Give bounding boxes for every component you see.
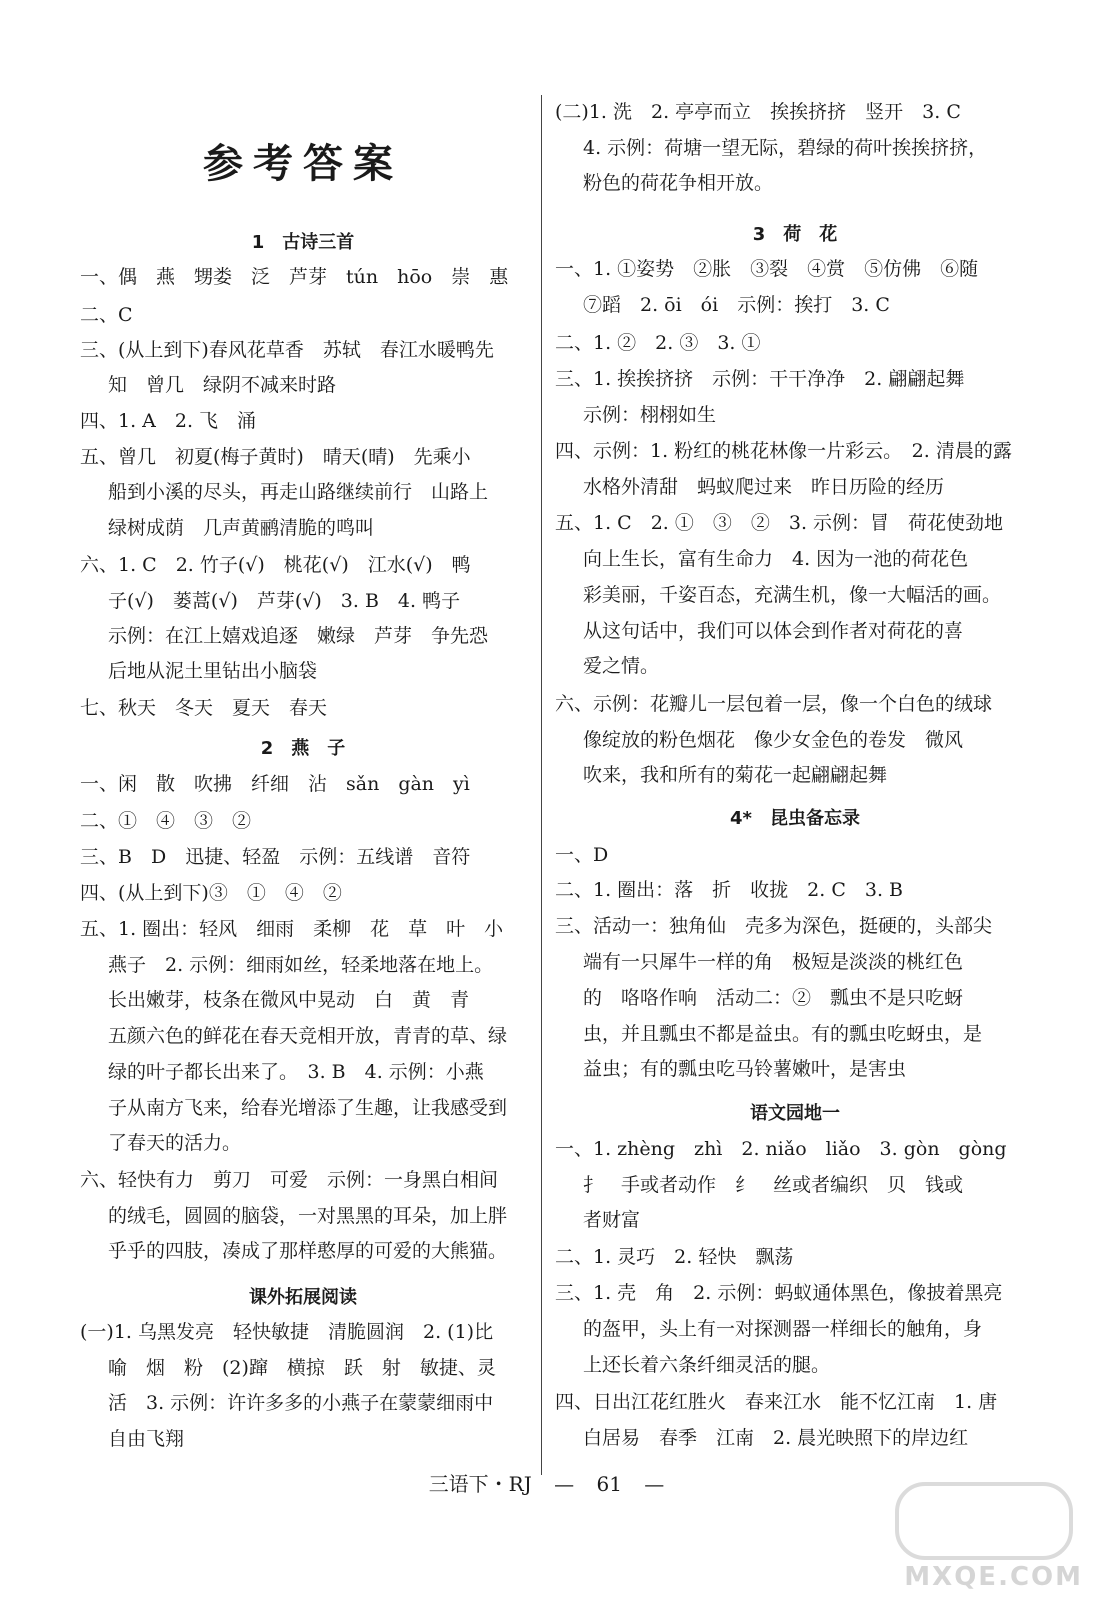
right-answer-line: 的盔甲，头上有一对探测器一样细长的触角，身 — [583, 1318, 983, 1340]
right-answer-line: 爱之情。 — [583, 655, 660, 677]
left-answer-line: 乎乎的四肢，凑成了那样憨厚的可爱的大熊猫。 — [108, 1240, 508, 1262]
page-title: 参考答案 — [203, 141, 403, 187]
left-answer-line: 后地从泥土里钻出小脑袋 — [108, 660, 318, 682]
right-section-title: 4* 昆虫备忘录 — [730, 808, 860, 829]
right-answer-line: (二)1. 洗 2. 亭亭而立 挨挨挤挤 竖开 3. C — [555, 101, 961, 123]
left-answer-line: 示例：在江上嬉戏追逐 嫩绿 芦芽 争先恐 — [108, 625, 489, 647]
right-answer-line: 二、1. 圈出：落 折 收拢 2. C 3. B — [555, 879, 904, 901]
right-answer-line: 三、1. 壳 角 2. 示例：蚂蚁通体黑色，像披着黑亮 — [555, 1282, 1003, 1304]
footer-dash-right: — — [644, 1472, 665, 1496]
watermark-badge-icon — [895, 1482, 1073, 1560]
right-answer-line: 四、示例：1. 粉红的桃花林像一片彩云。 2. 清晨的露 — [555, 440, 1012, 462]
left-answer-line: 四、(从上到下)③ ① ④ ② — [80, 882, 342, 904]
left-answer-line: 五颜六色的鲜花在春天竞相开放，青青的草、绿 — [108, 1025, 508, 1047]
right-answer-line: 者财富 — [583, 1209, 641, 1231]
right-answer-line: 上还长着六条纤细灵活的腿。 — [583, 1354, 831, 1376]
right-section-title: 3 荷 花 — [752, 224, 838, 245]
right-answer-line: 示例：栩栩如生 — [583, 404, 717, 426]
right-answer-line: 六、示例：花瓣儿一层包着一层，像一个白色的绒球 — [555, 693, 993, 715]
right-answer-line: 向上生长，富有生命力 4. 因为一池的荷花色 — [583, 548, 969, 570]
right-answer-line: 水格外清甜 蚂蚁爬过来 昨日历险的经历 — [583, 476, 945, 498]
right-answer-line: 粉色的荷花争相开放。 — [583, 172, 774, 194]
right-answer-line: 一、D — [555, 844, 609, 866]
left-answer-line: 一、闲 散 吹拂 纤细 沾 sǎn gàn yì — [80, 773, 470, 795]
right-answer-line: 三、1. 挨挨挤挤 示例：干干净净 2. 翩翩起舞 — [555, 368, 965, 390]
right-answer-line: 一、1. zhèng zhì 2. niǎo liǎo 3. gòn gòng — [555, 1138, 1007, 1160]
left-answer-line: 知 曾几 绿阴不减来时路 — [108, 374, 337, 396]
right-answer-line: 一、1. ①姿势 ②胀 ③裂 ④赏 ⑤仿佛 ⑥随 — [555, 258, 979, 280]
left-answer-line: 六、1. C 2. 竹子(√) 桃花(√) 江水(√) 鸭 — [80, 554, 471, 576]
left-answer-line: 子(√) 蒌蒿(√) 芦芽(√) 3. B 4. 鸭子 — [108, 590, 461, 612]
watermark-logo — [893, 1482, 1083, 1592]
left-answer-line: 船到小溪的尽头，再走山路继续前行 山路上 — [108, 481, 489, 503]
left-section-title: 1 古诗三首 — [251, 232, 355, 253]
left-answer-line: 燕子 2. 示例：细雨如丝，轻柔地落在地上。 — [108, 954, 494, 976]
right-answer-line: 白居易 春季 江南 2. 晨光映照下的岸边红 — [583, 1427, 969, 1449]
left-answer-line: 四、1. A 2. 飞 涌 — [80, 410, 257, 432]
right-answer-line: 二、1. ② 2. ③ 3. ① — [555, 332, 761, 354]
right-answer-line: 从这句话中，我们可以体会到作者对荷花的喜 — [583, 620, 964, 642]
right-answer-line: 二、1. 灵巧 2. 轻快 飘荡 — [555, 1246, 794, 1268]
left-answer-line: 的绒毛，圆圆的脑袋，一对黑黑的耳朵，加上胖 — [108, 1205, 508, 1227]
left-answer-line: 绿的叶子都长出来了。 3. B 4. 示例：小燕 — [108, 1061, 484, 1083]
left-answer-line: 长出嫩芽，枝条在微风中晃动 白 黄 青 — [108, 989, 470, 1011]
right-answer-line: 四、日出江花红胜火 春来江水 能不忆江南 1. 唐 — [555, 1391, 998, 1413]
left-answer-line: 三、B D 迅捷、轻盈 示例：五线谱 音符 — [80, 846, 471, 868]
left-answer-line: 喻 烟 粉 (2)蹿 横掠 跃 射 敏捷、灵 — [108, 1357, 496, 1379]
left-answer-line: 了春天的活力。 — [108, 1132, 242, 1154]
footer-dash-left: — — [554, 1472, 575, 1496]
right-section-title: 语文园地一 — [750, 1103, 840, 1124]
left-answer-line: 二、① ④ ③ ② — [80, 810, 252, 832]
right-answer-line: 的 咯咯作响 活动二：② 瓢虫不是只吃蚜 — [583, 987, 964, 1009]
right-answer-line: 彩美丽，千姿百态，充满生机，像一大幅活的画。 — [583, 584, 1002, 606]
left-section-title: 2 燕 子 — [260, 738, 346, 759]
left-answer-line: (一)1. 乌黑发亮 轻快敏捷 清脆圆润 2. (1)比 — [80, 1321, 494, 1343]
right-answer-line: 4. 示例：荷塘一望无际，碧绿的荷叶挨挨挤挤， — [583, 137, 988, 159]
page-number: 61 — [596, 1472, 622, 1496]
right-answer-line: 益虫；有的瓢虫吃马铃薯嫩叶，是害虫 — [583, 1058, 907, 1080]
right-answer-line: ⑦蹈 2. ōi ói 示例：挨打 3. C — [583, 294, 890, 316]
right-answer-line: 扌 手或者动作 纟 丝或者编织 贝 钱或 — [583, 1174, 964, 1196]
right-answer-line: 吹来，我和所有的菊花一起翩翩起舞 — [583, 764, 888, 786]
left-answer-line: 七、秋天 冬天 夏天 春天 — [80, 697, 328, 719]
right-answer-line: 虫，并且瓢虫不都是益虫。有的瓢虫吃蚜虫，是 — [583, 1023, 983, 1045]
right-answer-line: 端有一只犀牛一样的角 极短是淡淡的桃红色 — [583, 951, 964, 973]
left-answer-line: 活 3. 示例：许许多多的小燕子在蒙蒙细雨中 — [108, 1392, 494, 1414]
right-answer-line: 五、1. C 2. ① ③ ② 3. 示例：冒 荷花使劲地 — [555, 512, 1004, 534]
left-answer-line: 子从南方飞来，给春光增添了生趣，让我感受到 — [108, 1097, 508, 1119]
left-answer-line: 五、曾几 初夏(梅子黄时) 晴天(晴) 先乘小 — [80, 446, 471, 468]
left-answer-line: 五、1. 圈出：轻风 细雨 柔柳 花 草 叶 小 — [80, 918, 504, 940]
right-answer-line: 三、活动一：独角仙 壳多为深色，挺硬的，头部尖 — [555, 915, 993, 937]
footer-book-label: 三语下・RJ — [428, 1472, 532, 1496]
column-divider — [541, 95, 542, 1475]
left-section-title: 课外拓展阅读 — [249, 1287, 357, 1308]
right-answer-line: 像绽放的粉色烟花 像少女金色的卷发 微风 — [583, 729, 964, 751]
left-answer-line: 绿树成荫 几声黄鹂清脆的鸣叫 — [108, 517, 375, 539]
watermark-text: MXQE.COM — [904, 1562, 1083, 1592]
left-answer-line: 自由飞翔 — [108, 1428, 185, 1450]
left-answer-line: 二、C — [80, 304, 133, 326]
left-answer-line: 一、偶 燕 甥娄 泛 芦芽 tún hōo 崇 惠 — [80, 266, 509, 288]
left-answer-line: 三、(从上到下)春风花草香 苏轼 春江水暖鸭先 — [80, 339, 494, 361]
left-answer-line: 六、轻快有力 剪刀 可爱 示例：一身黑白相间 — [80, 1169, 499, 1191]
